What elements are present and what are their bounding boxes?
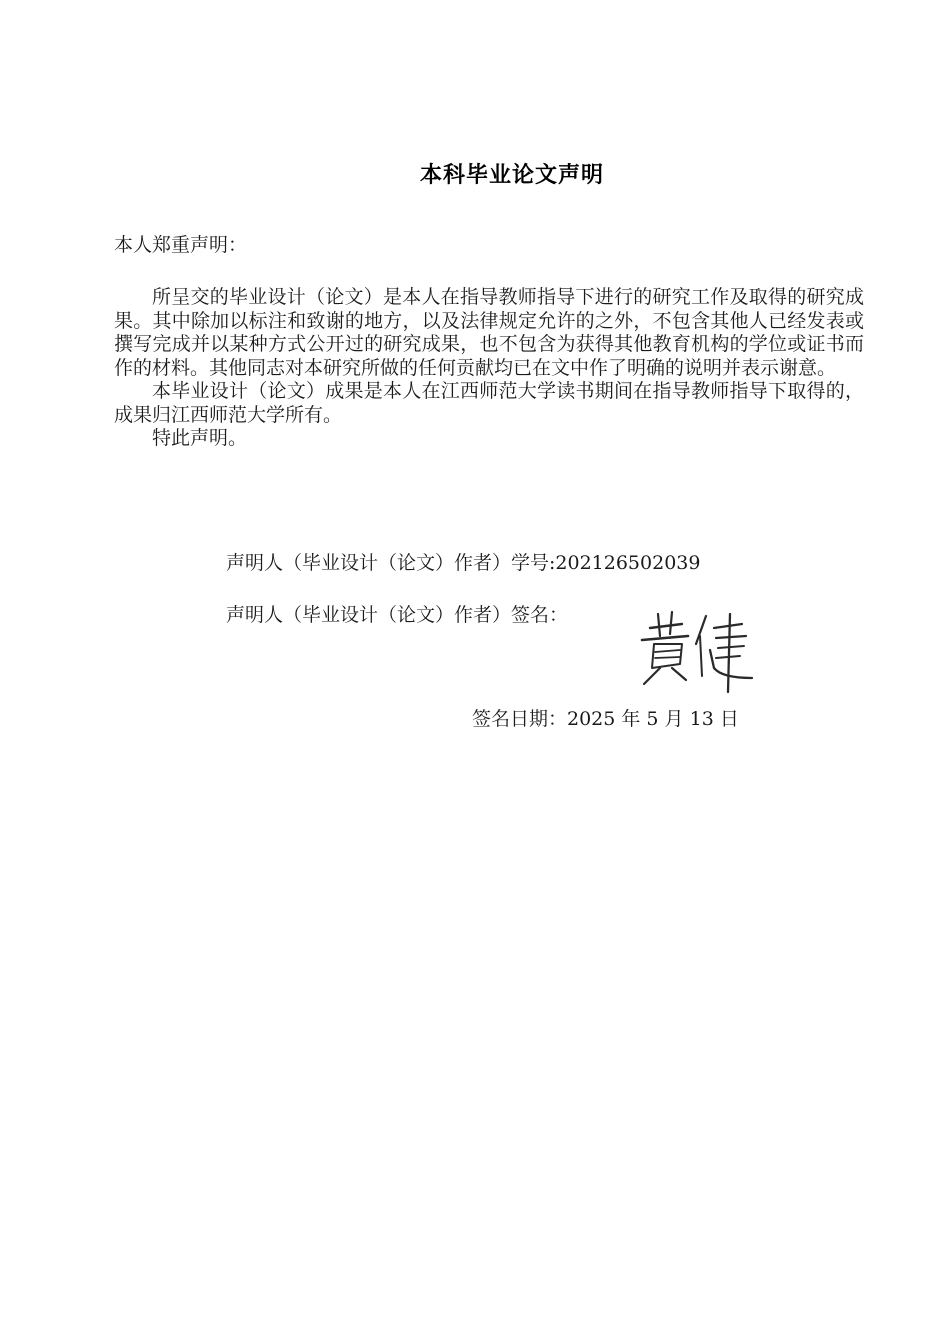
page-title: 本科毕业论文声明 xyxy=(419,163,604,188)
declaration-paragraph-2: 本毕业设计（论文）成果是本人在江西师范大学读书期间在指导教师指导下取得的，成果归江西师范大学所有。 xyxy=(114,380,864,426)
handwritten-signature xyxy=(630,606,760,696)
declaration-paragraph-1: 所呈交的毕业设计（论文）是本人在指导教师指导下进行的研究工作及取得的研究成果。其中除加以标注和致谢的地方，以及法律规定允许的之外，不包含其他人已经发表或撰写完成并以某种方式公开过的研究成果，也不包含为获得其他教育机构的学位或证书而作的材料。其他同志对本研究所做的任何贡献均已在文中作了明确的说明并表示谢意。 xyxy=(114,286,864,379)
opening-statement: 本人郑重声明： xyxy=(114,234,248,256)
signature-date: 签名日期：2025 年 5 月 13 日 xyxy=(472,708,739,730)
declarant-signature-label: 声明人（毕业设计（论文）作者）签名： xyxy=(226,604,569,626)
declaration-body xyxy=(114,286,864,451)
declarant-student-id: 声明人（毕业设计（论文）作者）学号:202126502039 xyxy=(226,552,701,574)
declaration-paragraph-3: 特此声明。 xyxy=(152,427,248,449)
